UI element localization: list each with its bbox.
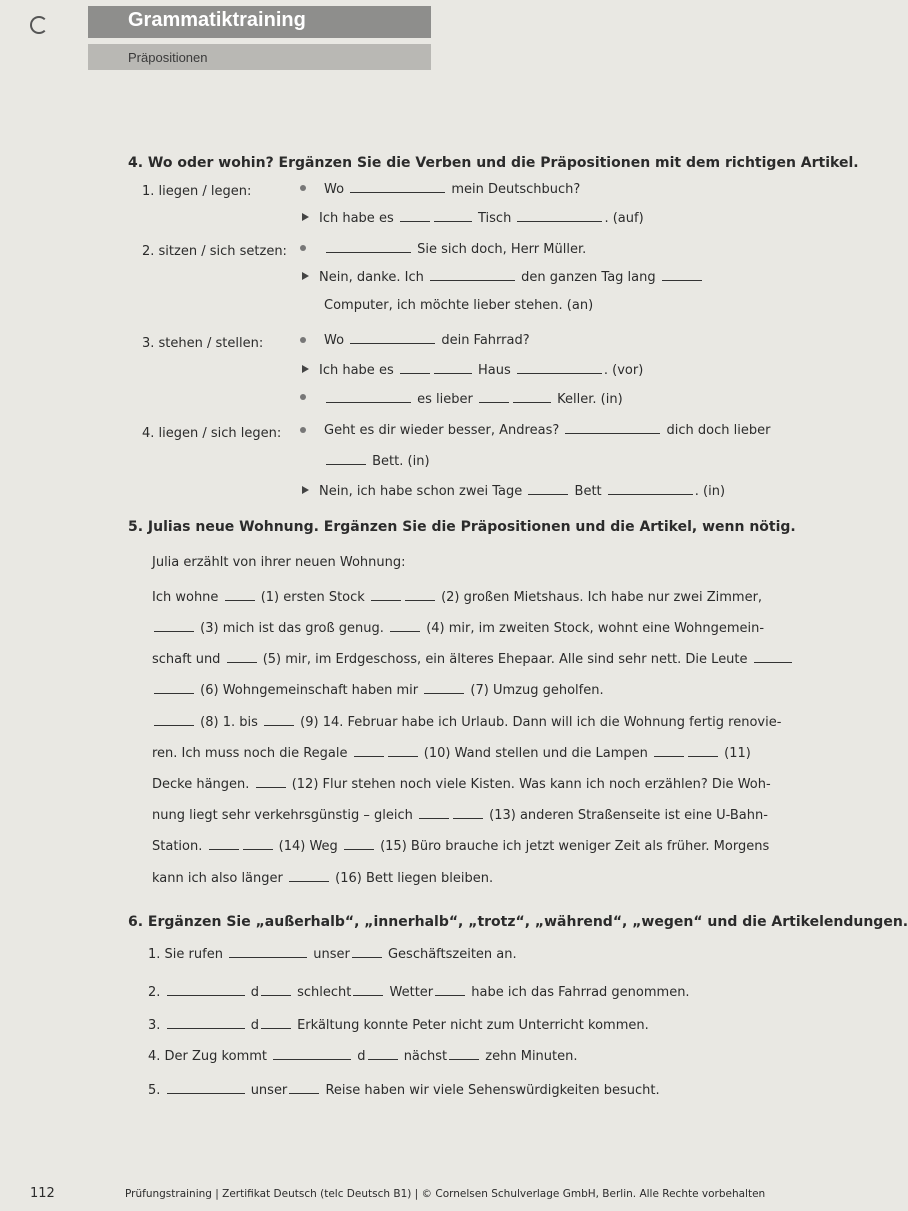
blank[interactable] bbox=[209, 837, 239, 850]
ex5-line: Station. (14) Weg (15) Büro brauche ich jetzt weniger Zeit als früher. Morgens bbox=[152, 839, 770, 854]
ex6-sentence-4: 4. Der Zug kommt d nächst zehn Minuten. bbox=[148, 1049, 578, 1064]
blank[interactable] bbox=[326, 390, 411, 403]
blank[interactable] bbox=[405, 588, 435, 601]
question-bullet-icon bbox=[300, 394, 306, 400]
ex6-sentence-1: 1. Sie rufen unser Geschäftszeiten an. bbox=[148, 947, 517, 962]
blank[interactable] bbox=[449, 1047, 479, 1060]
blank[interactable] bbox=[227, 650, 257, 663]
ex6-heading: 6. Ergänzen Sie „außerhalb“, „innerhalb“, „trotz“, „während“, „wegen“ und die Artikelendungen. bbox=[128, 914, 908, 930]
page-number: 112 bbox=[30, 1186, 55, 1201]
blank[interactable] bbox=[264, 713, 294, 726]
ex5-line: (6) Wohngemeinschaft haben mir (7) Umzug geholfen. bbox=[152, 681, 604, 698]
blank[interactable] bbox=[350, 331, 435, 344]
ex5-line: nung liegt sehr verkehrsgünstig – gleich (13) anderen Straßenseite ist eine U-Bahn- bbox=[152, 808, 768, 823]
answer-arrow-icon bbox=[302, 213, 309, 221]
blank[interactable] bbox=[289, 869, 329, 882]
blank[interactable] bbox=[243, 837, 273, 850]
blank[interactable] bbox=[229, 945, 307, 958]
blank[interactable] bbox=[654, 744, 684, 757]
ex4-item4-question-cont: Bett. (in) bbox=[324, 452, 430, 469]
question-bullet-icon bbox=[300, 185, 306, 191]
ex6-sentence-2: 2. d schlecht Wetter habe ich das Fahrrad genommen. bbox=[148, 985, 690, 1000]
blank[interactable] bbox=[453, 806, 483, 819]
blank[interactable] bbox=[371, 588, 401, 601]
ex6-sentence-5: 5. unser Reise haben wir viele Sehenswürdigkeiten besucht. bbox=[148, 1083, 660, 1098]
ex5-line: (3) mich ist das groß genug. (4) mir, im zweiten Stock, wohnt eine Wohngemein- bbox=[152, 619, 764, 636]
ex4-item2-label: 2. sitzen / sich setzen: bbox=[142, 244, 287, 259]
blank[interactable] bbox=[344, 837, 374, 850]
blank[interactable] bbox=[565, 421, 660, 434]
footer-text: Prüfungstraining | Zertifikat Deutsch (telc Deutsch B1) | © Cornelsen Schulverlage GmbH, Berlin. Alle Rechte vorbehalten bbox=[125, 1188, 766, 1200]
blank[interactable] bbox=[419, 806, 449, 819]
blank[interactable] bbox=[326, 240, 411, 253]
ex4-item4-label: 4. liegen / sich legen: bbox=[142, 426, 282, 441]
ex4-item1-question: Wo mein Deutschbuch? bbox=[324, 182, 581, 197]
blank[interactable] bbox=[273, 1047, 351, 1060]
ex4-item1-label: 1. liegen / legen: bbox=[142, 184, 252, 199]
blank[interactable] bbox=[400, 361, 430, 374]
section-subtitle: Präpositionen bbox=[88, 44, 431, 70]
blank[interactable] bbox=[388, 744, 418, 757]
question-bullet-icon bbox=[300, 337, 306, 343]
blank[interactable] bbox=[225, 588, 255, 601]
ex5-intro: Julia erzählt von ihrer neuen Wohnung: bbox=[152, 555, 406, 570]
blank[interactable] bbox=[354, 744, 384, 757]
ex4-item1-answer: Ich habe es Tisch . (auf) bbox=[302, 209, 644, 226]
blank[interactable] bbox=[167, 1016, 245, 1029]
ex4-heading: 4. Wo oder wohin? Ergänzen Sie die Verben und die Präpositionen mit dem richtigen Artikel. bbox=[128, 155, 859, 171]
blank[interactable] bbox=[167, 983, 245, 996]
blank[interactable] bbox=[289, 1081, 319, 1094]
blank[interactable] bbox=[261, 1016, 291, 1029]
ex4-item3-reply: es lieber Keller. (in) bbox=[324, 390, 623, 407]
blank[interactable] bbox=[430, 268, 515, 281]
blank[interactable] bbox=[154, 713, 194, 726]
blank[interactable] bbox=[350, 180, 445, 193]
blank[interactable] bbox=[326, 452, 366, 465]
ex6-sentence-3: 3. d Erkältung konnte Peter nicht zum Unterricht kommen. bbox=[148, 1018, 649, 1033]
blank[interactable] bbox=[434, 209, 472, 222]
blank[interactable] bbox=[154, 619, 194, 632]
blank[interactable] bbox=[517, 361, 602, 374]
ex4-item3-label: 3. stehen / stellen: bbox=[142, 336, 264, 351]
blank[interactable] bbox=[154, 681, 194, 694]
blank[interactable] bbox=[353, 983, 383, 996]
blank[interactable] bbox=[479, 390, 509, 403]
blank[interactable] bbox=[608, 482, 693, 495]
ex4-item2-answer: Nein, danke. Ich den ganzen Tag lang bbox=[302, 268, 704, 285]
blank[interactable] bbox=[434, 361, 472, 374]
answer-arrow-icon bbox=[302, 365, 309, 373]
ex5-heading: 5. Julias neue Wohnung. Ergänzen Sie die Präpositionen und die Artikel, wenn nötig. bbox=[128, 519, 796, 535]
blank[interactable] bbox=[528, 482, 568, 495]
blank[interactable] bbox=[256, 775, 286, 788]
ex5-line: Decke hängen. (12) Flur stehen noch viele Kisten. Was kann ich noch erzählen? Die Woh- bbox=[152, 777, 771, 792]
ex5-line: ren. Ich muss noch die Regale (10) Wand stellen und die Lampen (11) bbox=[152, 746, 751, 761]
blank[interactable] bbox=[662, 268, 702, 281]
answer-arrow-icon bbox=[302, 486, 309, 494]
blank[interactable] bbox=[424, 681, 464, 694]
ex5-line: (8) 1. bis (9) 14. Februar habe ich Urlaub. Dann will ich die Wohnung fertig renovie- bbox=[152, 713, 781, 730]
blank[interactable] bbox=[352, 945, 382, 958]
blank[interactable] bbox=[435, 983, 465, 996]
ex4-item4-question: Geht es dir wieder besser, Andreas? dich doch lieber bbox=[324, 423, 771, 438]
ex4-item3-question: Wo dein Fahrrad? bbox=[324, 333, 530, 348]
ex4-item3-answer: Ich habe es Haus . (vor) bbox=[302, 361, 643, 378]
ex4-item2-question: Sie sich doch, Herr Müller. bbox=[324, 240, 586, 257]
blank[interactable] bbox=[368, 1047, 398, 1060]
question-bullet-icon bbox=[300, 245, 306, 251]
ex5-line: schaft und (5) mir, im Erdgeschoss, ein älteres Ehepaar. Alle sind sehr nett. Die Leute bbox=[152, 650, 794, 667]
ex5-line: kann ich also länger (16) Bett liegen bleiben. bbox=[152, 871, 494, 886]
blank[interactable] bbox=[167, 1081, 245, 1094]
blank[interactable] bbox=[688, 744, 718, 757]
blank[interactable] bbox=[513, 390, 551, 403]
blank[interactable] bbox=[390, 619, 420, 632]
blank[interactable] bbox=[754, 650, 792, 663]
ex5-line: Ich wohne (1) ersten Stock (2) großen Mietshaus. Ich habe nur zwei Zimmer, bbox=[152, 590, 763, 605]
ex4-item4-answer: Nein, ich habe schon zwei Tage Bett . (in) bbox=[302, 482, 725, 499]
answer-arrow-icon bbox=[302, 272, 309, 280]
ex4-item2-answer-cont: Computer, ich möchte lieber stehen. (an) bbox=[324, 298, 594, 313]
question-bullet-icon bbox=[300, 427, 306, 433]
blank[interactable] bbox=[400, 209, 430, 222]
blank[interactable] bbox=[261, 983, 291, 996]
blank[interactable] bbox=[517, 209, 602, 222]
logo-icon bbox=[30, 16, 48, 34]
section-title: Grammatiktraining bbox=[88, 6, 431, 38]
